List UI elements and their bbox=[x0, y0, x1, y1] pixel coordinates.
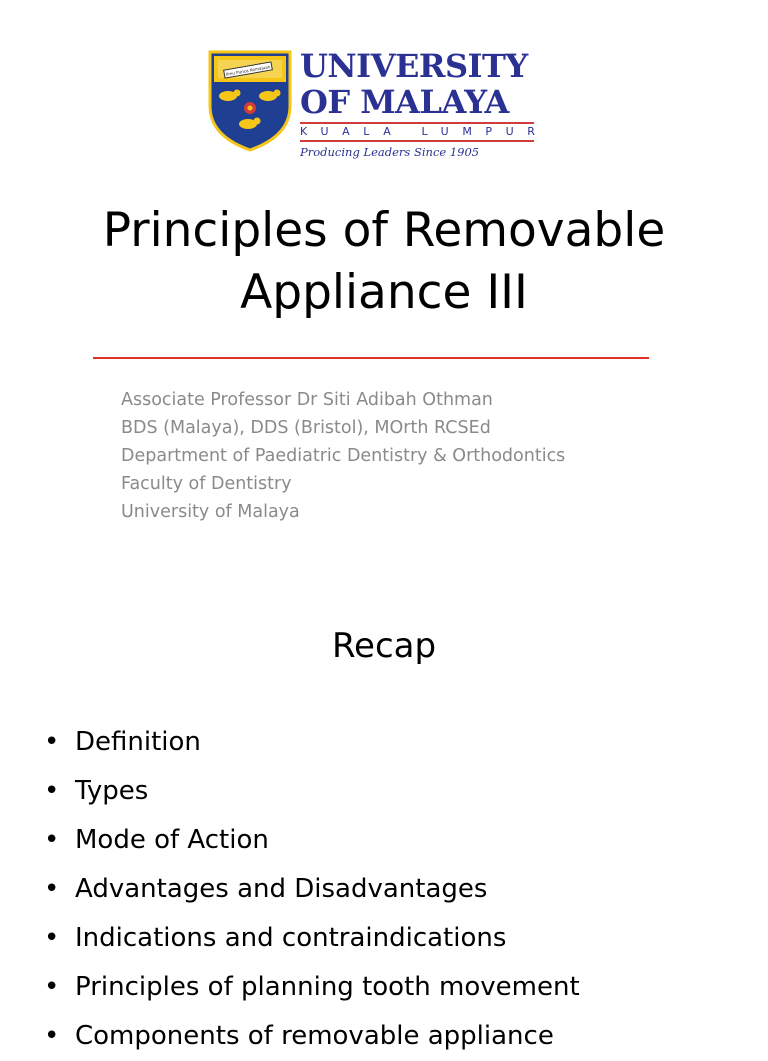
recap-title: Recap bbox=[331, 626, 437, 666]
university-name-line2: OF MALAYA bbox=[300, 83, 509, 121]
university-logo bbox=[208, 47, 549, 166]
author-block bbox=[121, 386, 565, 526]
recap-bullet-list bbox=[44, 718, 580, 1061]
list-item: • Mode of Action bbox=[44, 816, 580, 865]
university-name-line1: UNIVERSITY bbox=[300, 47, 528, 85]
list-item: • Principles of planning tooth movement bbox=[44, 963, 580, 1012]
university-name bbox=[300, 48, 540, 120]
university-tagline: Producing Leaders Since 1905 bbox=[300, 145, 480, 159]
location-text: KUALA LUMPUR bbox=[300, 122, 534, 138]
crest-banner-text: Ilmu Punca Kemajuan bbox=[225, 64, 271, 77]
author-qualifications: BDS (Malaya), DDS (Bristol), MOrth RCSEd bbox=[121, 418, 491, 438]
list-item: • Types bbox=[44, 767, 580, 816]
list-item: • Definition bbox=[44, 718, 580, 767]
title-line-2: Appliance III bbox=[240, 265, 528, 320]
title-divider bbox=[93, 357, 649, 359]
presentation-title bbox=[0, 200, 768, 324]
title-line-1: Principles of Removable bbox=[102, 203, 666, 258]
location-underline bbox=[300, 140, 534, 142]
crest-icon bbox=[208, 48, 292, 152]
recap-slide bbox=[0, 580, 768, 1051]
list-item: • Advantages and Disadvantages bbox=[44, 865, 580, 914]
author-university: University of Malaya bbox=[121, 502, 300, 522]
author-department: Department of Paediatric Dentistry & Orthodontics bbox=[121, 446, 566, 466]
list-item: • Components of removable appliance bbox=[44, 1012, 580, 1061]
list-item: • Indications and contraindications bbox=[44, 914, 580, 963]
author-faculty: Faculty of Dentistry bbox=[121, 474, 292, 494]
author-name: Associate Professor Dr Siti Adibah Othman bbox=[121, 390, 493, 410]
